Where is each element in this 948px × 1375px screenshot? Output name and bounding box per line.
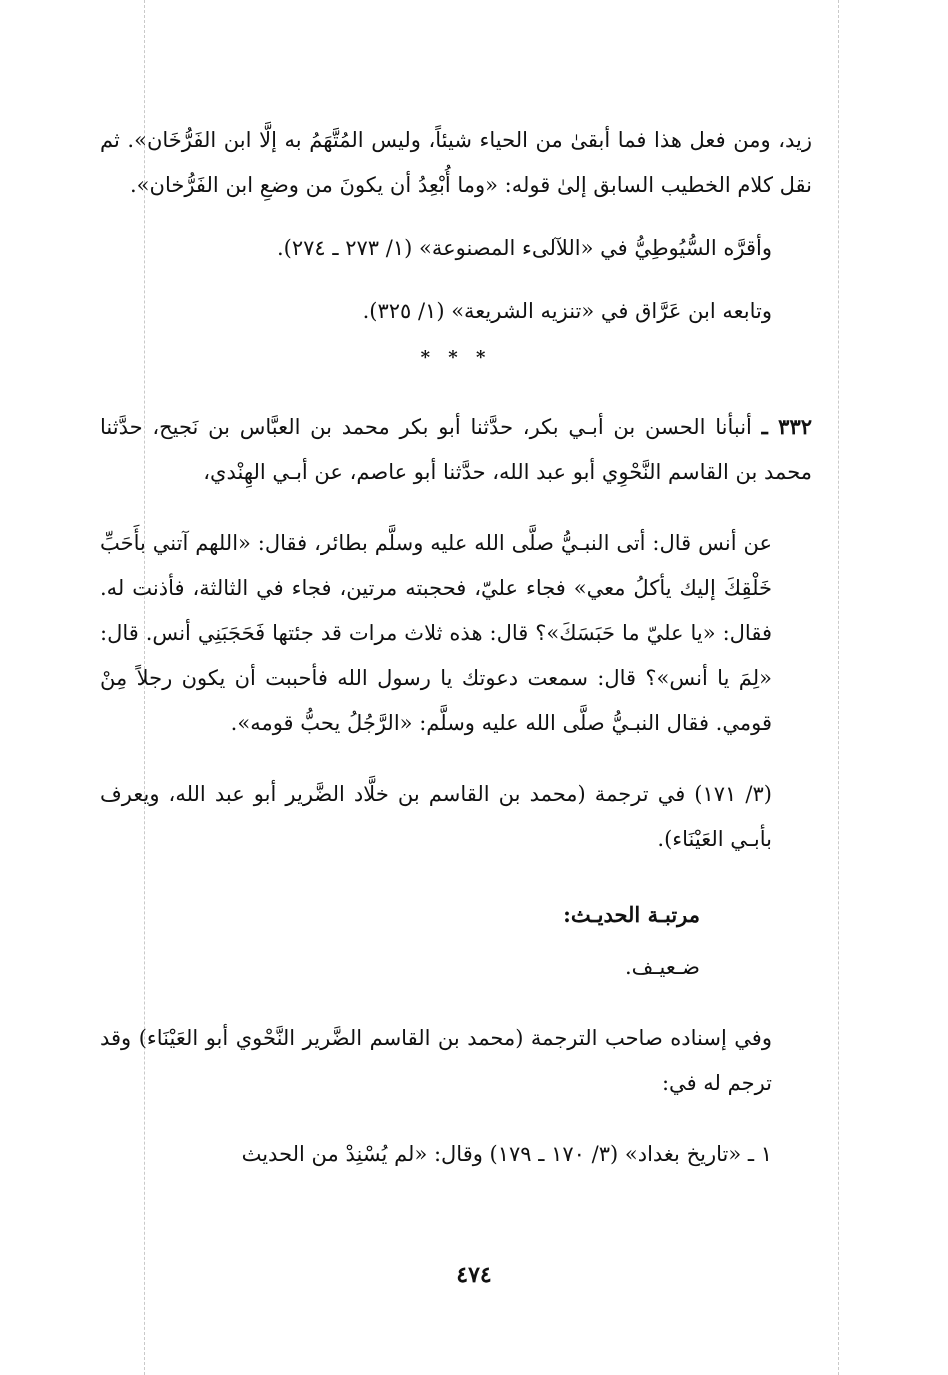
section-heading-hadith-grade: مرتبـة الحديـث: [563,902,700,927]
section-separator: * * * [420,347,492,368]
paragraph-suyuti: وأقرَّه السُّيُوطِيُّ في «اللآلىء المصنوعة» (١/ ٢٧٣ ـ ٢٧٤). [276,236,772,260]
hadith-isnad [100,404,812,495]
hadith-number: ٣٣٢ ـ [761,414,813,439]
hadith-matn: عن أنس قال: أتى النبـيُّ صلَّى الله عليه وسلَّم بطائر، فقال: «اللهم آتني بأَحَبِّ خَلْقِكَ إليك يأكلُ معي» فجاء عليّ، فحجبته مرتين، فجاء في الثالثة، فأذنت له. فقال: «يا عليّ ما حَبَسَكَ»؟ قال: هذه ثلاث مرات قد جئتها فَحَجَبَنِي أنس. قال: «لِمَ يا أنس»؟ قال: سمعت دعوتك يا رسول الله فأحببت أن يكون رجلاً مِنْ قومي. فقال النبـيُّ صلَّى الله عليه وسلَّم: «الرَّجُلُ يحبُّ قومه». [100,531,772,735]
hadith-isnad-text: أنبأنا الحسن بن أبـي بكر، حدَّثنا أبو بكر محمد بن العبَّاس بن نَجيح، حدَّثنا محمد بن القاسم النَّحْوِي أبو عبد الله، حدَّثنا أبو عاصم، عن أبـي الهِنْدي، [100,415,812,484]
paragraph-isnad-note: وفي إسناده صاحب الترجمة (محمد بن القاسم الضَّرير النَّحْوي أبو العَيْنَاء) وقد ترجم له في: [100,1026,772,1095]
paragraph-continuation: زيد، ومن فعل هذا فما أبقىٰ من الحياء شيئاً، وليس المُتَّهَمُ به إلَّا ابن الفَرُّخَان». ثم نقل كلام الخطيب السابق إلىٰ قوله: «وما أُبْعِدُ أن يكونَ من وضعِ ابن الفَرُّخان». [100,128,812,197]
paragraph-ibn-arraq: وتابعه ابن عَرَّاق في «تنزيه الشريعة» (١/ ٣٢٥). [362,299,772,323]
paragraph-tarikh-baghdad: ١ ـ «تاريخ بغداد» (٣/ ١٧٠ ـ ١٧٩) وقال: «لم يُسْنِدْ من الحديث [241,1142,772,1166]
page-body [100,118,812,1177]
source-reference: (٣/ ١٧١) في ترجمة (محمد بن القاسم بن خلَّاد الضَّرير أبو عبد الله، ويعرف بأبـي العَيْنَاء). [100,782,772,851]
hadith-grade: ضـعيـف. [624,955,700,979]
margin-guide-right [838,0,839,1375]
page-number: ٤٧٤ [456,1262,492,1288]
